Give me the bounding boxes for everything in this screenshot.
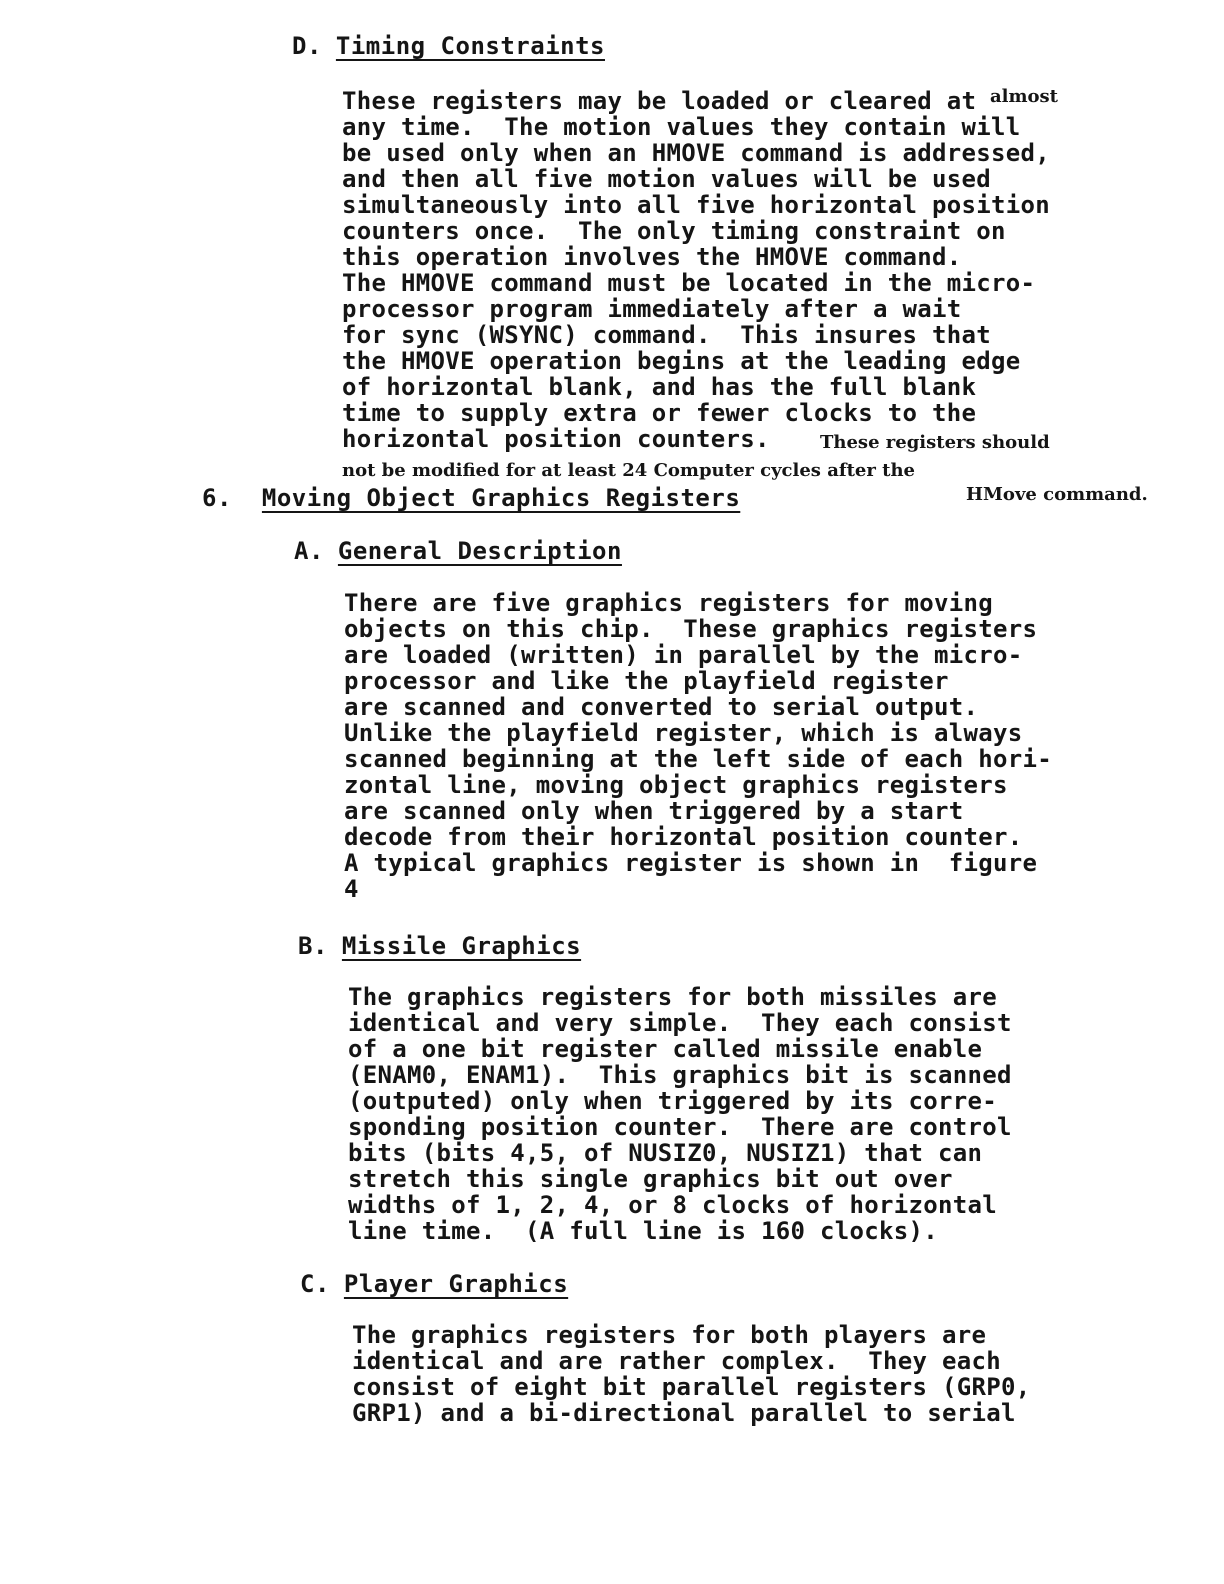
section-d-note-line1: These registers should [820,432,1050,453]
section-d-title: Timing Constraints [335,32,605,60]
section-c-marker: C. [300,1270,330,1298]
section-b-heading [298,932,581,960]
section-d-note-line3: HMove command. [966,484,1148,505]
section-c-body: The graphics registers for both players are identical and are rather complex. They each consist of eight bit parallel registers (GRP0, GRP1) and a bi-directional parallel to serial [352,1321,1031,1427]
section-b-body: The graphics registers for both missiles are identical and very simple. They each consist of a one bit register called missile enable (ENAM0, ENAM1). This graphics bit is scanned (outputed) only when triggered by its corre- sponding position counter. There are control bits (bits 4,5, of NUSIZ0, NUSIZ1) that can stretch this single graphics bit out over widths of 1, 2, 4, or 8 clocks of horizontal line time. (A full line is 160 clocks). [348,983,1012,1245]
section-d-body: These registers may be loaded or cleared at any time. The motion values they contain will be used only when an HMOVE command is addressed, and then all five motion values will be used simultaneously into all five horizontal position counters once. The only timing constraint on this operation involves the HMOVE command. The HMOVE command must be located in the micro- processor program immediately after a wait for sync (WSYNC) command. This insures that the HMOVE operation begins at the leading edge of horizontal blank, and has the full blank time to supply extra or fewer clocks to the horizontal position counters. [342,87,1050,453]
section-d-marker: D. [292,32,322,60]
section-c-heading [300,1270,568,1298]
section-a-marker: A. [294,537,324,565]
section-b-title: Missile Graphics [341,932,582,960]
section-6-heading [202,484,740,512]
section-c-title: Player Graphics [343,1270,569,1298]
section-6-title: Moving Object Graphics Registers [261,484,741,512]
section-b-marker: B. [298,932,328,960]
section-a-heading [294,537,622,565]
section-d-note-line2: not be modified for at least 24 Computer cycles after the [342,460,915,481]
handwritten-almost: almost [990,86,1059,107]
section-a-body: There are five graphics registers for moving objects on this chip. These graphics registers are loaded (written) in parallel by the micro- processor and like the playfield register are scanned and converted to serial output. Unlike the playfield register, which is always scanned beginning at the left side of each hori- zontal line, moving object graphics registers are scanned only when triggered by a start decode from their horizontal position counter. A typical graphics register is shown in figure 4 [344,589,1052,903]
section-d-heading [292,32,605,60]
section-a-title: General Description [337,537,622,565]
section-6-marker: 6. [202,484,232,512]
